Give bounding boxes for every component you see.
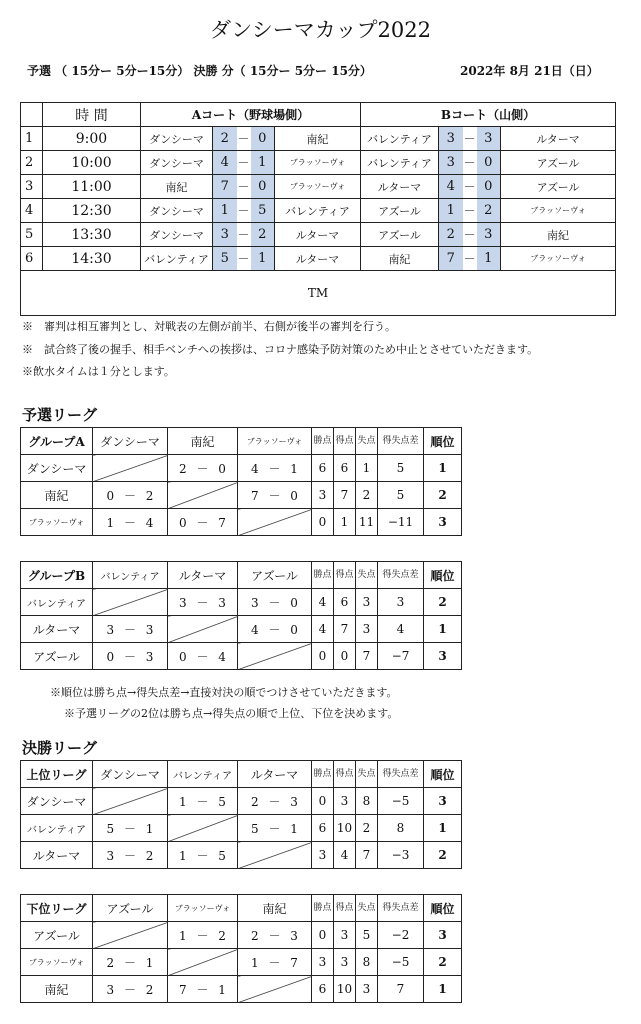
league-row xyxy=(21,482,462,509)
note-referee: ※ 審判は相互審判とし、対戦表の左側が前半、右側が後半の審判を行う。 xyxy=(22,320,396,333)
court-a-away-team: バレンティア xyxy=(275,199,361,223)
court-a-header: Aコート（野球場側） xyxy=(141,103,361,127)
win-points: 4 xyxy=(312,616,334,643)
schedule-row xyxy=(21,127,616,151)
rank: 1 xyxy=(424,455,462,482)
schedule-time-header: 時 間 xyxy=(43,103,141,127)
court-b-away-team: アズール xyxy=(501,175,616,199)
match-result: 3 － 2 xyxy=(93,976,168,1003)
court-a-away-score: 0 xyxy=(251,127,275,151)
goals-for-header: 得点 xyxy=(334,895,356,922)
court-b-away-score: 3 xyxy=(477,223,501,247)
win-points: 6 xyxy=(312,815,334,842)
league-label: グループB xyxy=(21,562,93,589)
league-row xyxy=(21,815,462,842)
court-a-home-score: 5 xyxy=(213,247,237,271)
court-b-home-score: 3 xyxy=(439,127,463,151)
rank: 2 xyxy=(424,949,462,976)
rank: 2 xyxy=(424,842,462,869)
league-team-header: ルターマ xyxy=(238,761,312,788)
final-upper-league xyxy=(20,760,462,869)
win-points: 0 xyxy=(312,643,334,670)
court-a-home-team: ダンシーマ xyxy=(141,151,213,175)
match-result: 1 － 2 xyxy=(168,922,238,949)
court-a-away-team: ルターマ xyxy=(275,223,361,247)
goals-for: 1 xyxy=(334,509,356,536)
goal-diff: −5 xyxy=(378,949,424,976)
court-b-home-score: 3 xyxy=(439,151,463,175)
court-a-away-score: 0 xyxy=(251,175,275,199)
court-b-away-team: アズール xyxy=(501,151,616,175)
match-result: 3 － 0 xyxy=(238,589,312,616)
match-time: 14:30 xyxy=(43,247,141,271)
goals-against: 3 xyxy=(356,976,378,1003)
league-row xyxy=(21,616,462,643)
win-points: 4 xyxy=(312,589,334,616)
court-b-header: Bコート（山側） xyxy=(361,103,616,127)
league-header-row xyxy=(21,761,462,788)
rank: 1 xyxy=(424,976,462,1003)
league-row-team: ダンシーマ xyxy=(21,455,93,482)
match-number: 2 xyxy=(21,151,43,175)
goals-for: 0 xyxy=(334,643,356,670)
goals-against-header: 失点 xyxy=(356,895,378,922)
court-a-home-team: バレンティア xyxy=(141,247,213,271)
court-b-home-score: 1 xyxy=(439,199,463,223)
self-match-cell xyxy=(238,976,312,1003)
score-dash: － xyxy=(463,151,477,175)
match-time: 12:30 xyxy=(43,199,141,223)
court-a-away-score: 5 xyxy=(251,199,275,223)
court-b-away-team: ブラッソーヴォ xyxy=(501,247,616,271)
rank: 2 xyxy=(424,589,462,616)
win-points-header: 勝点 xyxy=(312,562,334,589)
self-match-cell xyxy=(93,788,168,815)
self-match-cell xyxy=(238,643,312,670)
win-points: 6 xyxy=(312,455,334,482)
goal-diff: 8 xyxy=(378,815,424,842)
score-dash: － xyxy=(237,199,251,223)
match-time: 13:30 xyxy=(43,223,141,247)
rank: 3 xyxy=(424,922,462,949)
win-points: 0 xyxy=(312,509,334,536)
score-dash: － xyxy=(237,151,251,175)
rank: 3 xyxy=(424,788,462,815)
league-row-team: 南紀 xyxy=(21,976,93,1003)
court-a-home-score: 1 xyxy=(213,199,237,223)
league-row-team: 南紀 xyxy=(21,482,93,509)
court-a-home-score: 3 xyxy=(213,223,237,247)
goals-against: 1 xyxy=(356,455,378,482)
schedule-no-header xyxy=(21,103,43,127)
court-a-away-team: ルターマ xyxy=(275,247,361,271)
court-b-home-team: アズール xyxy=(361,199,439,223)
league-team-header: ルターマ xyxy=(168,562,238,589)
rank: 1 xyxy=(424,815,462,842)
league-header-row xyxy=(21,428,462,455)
goals-for-header: 得点 xyxy=(334,562,356,589)
win-points-header: 勝点 xyxy=(312,895,334,922)
match-number: 4 xyxy=(21,199,43,223)
court-b-away-score: 1 xyxy=(477,247,501,271)
league-row xyxy=(21,509,462,536)
match-result: 1 － 5 xyxy=(168,842,238,869)
schedule-header-row xyxy=(21,103,616,127)
goals-for: 4 xyxy=(334,842,356,869)
match-result: 4 － 1 xyxy=(238,455,312,482)
league-row xyxy=(21,589,462,616)
self-match-cell xyxy=(93,589,168,616)
court-a-home-team: ダンシーマ xyxy=(141,127,213,151)
page-title: ダンシーマカップ2022 xyxy=(210,18,431,42)
score-dash: － xyxy=(463,175,477,199)
rank-header: 順位 xyxy=(424,761,462,788)
prelim-footnote-1: ※順位は勝ち点→得失点差→直接対決の順でつけさせていただきます。 xyxy=(50,686,398,699)
court-a-home-team: 南紀 xyxy=(141,175,213,199)
schedule-row xyxy=(21,247,616,271)
goals-against: 5 xyxy=(356,922,378,949)
goals-against: 8 xyxy=(356,788,378,815)
league-row xyxy=(21,455,462,482)
rank-header: 順位 xyxy=(424,895,462,922)
self-match-cell xyxy=(168,482,238,509)
match-result: 2 － 3 xyxy=(238,788,312,815)
league-team-header: ダンシーマ xyxy=(93,428,168,455)
court-b-away-team: ブラッソーヴォ xyxy=(501,199,616,223)
rank: 2 xyxy=(424,482,462,509)
league-row-team: バレンティア xyxy=(21,815,93,842)
score-dash: － xyxy=(237,175,251,199)
goal-diff: −5 xyxy=(378,788,424,815)
goals-for-header: 得点 xyxy=(334,761,356,788)
league-row-team: アズール xyxy=(21,922,93,949)
win-points: 6 xyxy=(312,976,334,1003)
win-points-header: 勝点 xyxy=(312,428,334,455)
self-match-cell xyxy=(168,815,238,842)
win-points: 0 xyxy=(312,922,334,949)
rank: 3 xyxy=(424,643,462,670)
match-result: 5 － 1 xyxy=(238,815,312,842)
court-b-home-score: 4 xyxy=(439,175,463,199)
court-b-home-team: ルターマ xyxy=(361,175,439,199)
match-result: 3 － 3 xyxy=(93,616,168,643)
score-dash: － xyxy=(463,223,477,247)
goal-diff-header: 得失点差 xyxy=(378,761,424,788)
goals-against: 3 xyxy=(356,616,378,643)
league-row-team: ルターマ xyxy=(21,842,93,869)
goal-diff: −7 xyxy=(378,643,424,670)
rank-header: 順位 xyxy=(424,428,462,455)
match-result: 0 － 4 xyxy=(168,643,238,670)
league-row xyxy=(21,922,462,949)
league-row xyxy=(21,643,462,670)
court-a-away-score: 2 xyxy=(251,223,275,247)
win-points: 3 xyxy=(312,842,334,869)
league-table xyxy=(20,561,462,670)
goals-for: 6 xyxy=(334,589,356,616)
league-team-header: バレンティア xyxy=(168,761,238,788)
league-team-header: 南紀 xyxy=(238,895,312,922)
goals-for: 3 xyxy=(334,922,356,949)
goals-for: 7 xyxy=(334,482,356,509)
match-result: 2 － 1 xyxy=(93,949,168,976)
goal-diff-header: 得失点差 xyxy=(378,562,424,589)
rank: 1 xyxy=(424,616,462,643)
league-team-header: ブラッソーヴォ xyxy=(238,428,312,455)
prelim-title: 予選リーグ xyxy=(22,406,98,424)
match-result: 1 － 4 xyxy=(93,509,168,536)
league-team-header: ダンシーマ xyxy=(93,761,168,788)
league-row-team: ブラッソーヴォ xyxy=(21,949,93,976)
schedule-row xyxy=(21,199,616,223)
league-row-team: アズール xyxy=(21,643,93,670)
goals-against: 7 xyxy=(356,643,378,670)
league-row-team: バレンティア xyxy=(21,589,93,616)
score-dash: － xyxy=(463,127,477,151)
match-result: 4 － 0 xyxy=(238,616,312,643)
goals-against: 11 xyxy=(356,509,378,536)
league-team-header: ブラッソーヴォ xyxy=(168,895,238,922)
league-label: グループA xyxy=(21,428,93,455)
goals-for: 6 xyxy=(334,455,356,482)
league-label: 上位リーグ xyxy=(21,761,93,788)
league-header-row xyxy=(21,562,462,589)
court-b-home-team: 南紀 xyxy=(361,247,439,271)
goals-against: 2 xyxy=(356,815,378,842)
court-b-home-score: 2 xyxy=(439,223,463,247)
rank-header: 順位 xyxy=(424,562,462,589)
goal-diff: 4 xyxy=(378,616,424,643)
prelim-group-b xyxy=(20,561,462,670)
goal-diff: −3 xyxy=(378,842,424,869)
match-number: 1 xyxy=(21,127,43,151)
court-a-away-score: 1 xyxy=(251,151,275,175)
match-result: 7 － 1 xyxy=(168,976,238,1003)
league-row xyxy=(21,842,462,869)
league-team-header: バレンティア xyxy=(93,562,168,589)
goals-against: 8 xyxy=(356,949,378,976)
court-b-home-team: アズール xyxy=(361,223,439,247)
schedule-row xyxy=(21,151,616,175)
match-result: 3 － 3 xyxy=(168,589,238,616)
goals-for: 10 xyxy=(334,815,356,842)
score-dash: － xyxy=(237,247,251,271)
league-row xyxy=(21,976,462,1003)
goals-against: 7 xyxy=(356,842,378,869)
court-b-home-team: バレンティア xyxy=(361,151,439,175)
goals-against: 3 xyxy=(356,589,378,616)
league-team-header: 南紀 xyxy=(168,428,238,455)
court-b-away-score: 2 xyxy=(477,199,501,223)
score-dash: － xyxy=(463,247,477,271)
schedule-table xyxy=(20,102,616,316)
league-team-header: アズール xyxy=(93,895,168,922)
match-number: 5 xyxy=(21,223,43,247)
court-a-away-team: 南紀 xyxy=(275,127,361,151)
court-b-away-score: 0 xyxy=(477,175,501,199)
goals-against: 2 xyxy=(356,482,378,509)
match-time: 10:00 xyxy=(43,151,141,175)
score-dash: － xyxy=(463,199,477,223)
note-handshake: ※ 試合終了後の握手、相手ベンチへの挨拶は、コロナ感染予防対策のため中止とさせていただきます。 xyxy=(22,343,539,356)
match-format: 予選 （ 15分ー 5分ー15分） 決勝 分（ 15分ー 5分ー 15分） xyxy=(27,64,372,78)
court-a-home-team: ダンシーマ xyxy=(141,223,213,247)
match-result: 5 － 1 xyxy=(93,815,168,842)
court-a-home-team: ダンシーマ xyxy=(141,199,213,223)
league-label: 下位リーグ xyxy=(21,895,93,922)
goal-diff-header: 得失点差 xyxy=(378,428,424,455)
league-row-team: ブラッソーヴォ xyxy=(21,509,93,536)
self-match-cell xyxy=(168,949,238,976)
match-result: 0 － 2 xyxy=(93,482,168,509)
league-team-header: アズール xyxy=(238,562,312,589)
court-b-away-team: 南紀 xyxy=(501,223,616,247)
match-result: 1 － 7 xyxy=(238,949,312,976)
win-points: 0 xyxy=(312,788,334,815)
self-match-cell xyxy=(93,922,168,949)
goal-diff: 3 xyxy=(378,589,424,616)
goals-for: 7 xyxy=(334,616,356,643)
league-table xyxy=(20,760,462,869)
goals-against-header: 失点 xyxy=(356,562,378,589)
league-row-team: ルターマ xyxy=(21,616,93,643)
match-result: 0 － 7 xyxy=(168,509,238,536)
goals-for: 10 xyxy=(334,976,356,1003)
goal-diff: 5 xyxy=(378,482,424,509)
court-a-home-score: 7 xyxy=(213,175,237,199)
court-b-away-score: 0 xyxy=(477,151,501,175)
court-a-home-score: 4 xyxy=(213,151,237,175)
match-result: 7 － 0 xyxy=(238,482,312,509)
schedule-row xyxy=(21,223,616,247)
goals-against-header: 失点 xyxy=(356,428,378,455)
self-match-cell xyxy=(238,509,312,536)
final-title: 決勝リーグ xyxy=(22,739,98,757)
court-a-away-team: ブラッソーヴォ xyxy=(275,175,361,199)
match-number: 3 xyxy=(21,175,43,199)
tm-label: TM xyxy=(21,271,616,316)
match-time: 11:00 xyxy=(43,175,141,199)
note-water: ※飲水タイムは１分とします。 xyxy=(22,365,175,378)
league-table xyxy=(20,894,462,1003)
court-a-away-score: 1 xyxy=(251,247,275,271)
self-match-cell xyxy=(93,455,168,482)
league-row xyxy=(21,949,462,976)
goal-diff: 5 xyxy=(378,455,424,482)
match-number: 6 xyxy=(21,247,43,271)
match-result: 0 － 3 xyxy=(93,643,168,670)
league-table xyxy=(20,427,462,536)
final-lower-league xyxy=(20,894,462,1003)
goal-diff: −2 xyxy=(378,922,424,949)
court-b-home-team: バレンティア xyxy=(361,127,439,151)
score-dash: － xyxy=(237,127,251,151)
match-result: 2 － 0 xyxy=(168,455,238,482)
goal-diff: −11 xyxy=(378,509,424,536)
court-a-home-score: 2 xyxy=(213,127,237,151)
prelim-footnote-2: ※予選リーグの2位は勝ち点→得失点の順で上位、下位を決めます。 xyxy=(64,707,399,720)
win-points: 3 xyxy=(312,949,334,976)
goals-for: 3 xyxy=(334,788,356,815)
court-b-away-score: 3 xyxy=(477,127,501,151)
prelim-group-a xyxy=(20,427,462,536)
league-row-team: ダンシーマ xyxy=(21,788,93,815)
goals-against-header: 失点 xyxy=(356,761,378,788)
goal-diff: 7 xyxy=(378,976,424,1003)
win-points-header: 勝点 xyxy=(312,761,334,788)
match-time: 9:00 xyxy=(43,127,141,151)
schedule-row xyxy=(21,175,616,199)
league-row xyxy=(21,788,462,815)
self-match-cell xyxy=(238,842,312,869)
court-a-away-team: ブラッソーヴォ xyxy=(275,151,361,175)
tm-row xyxy=(21,271,616,316)
goals-for: 3 xyxy=(334,949,356,976)
league-header-row xyxy=(21,895,462,922)
win-points: 3 xyxy=(312,482,334,509)
goals-for-header: 得点 xyxy=(334,428,356,455)
event-date: 2022年 8月 21日（日） xyxy=(460,64,599,78)
court-b-away-team: ルターマ xyxy=(501,127,616,151)
match-result: 1 － 5 xyxy=(168,788,238,815)
rank: 3 xyxy=(424,509,462,536)
match-result: 2 － 3 xyxy=(238,922,312,949)
court-b-home-score: 7 xyxy=(439,247,463,271)
score-dash: － xyxy=(237,223,251,247)
self-match-cell xyxy=(168,616,238,643)
match-result: 3 － 2 xyxy=(93,842,168,869)
goal-diff-header: 得失点差 xyxy=(378,895,424,922)
